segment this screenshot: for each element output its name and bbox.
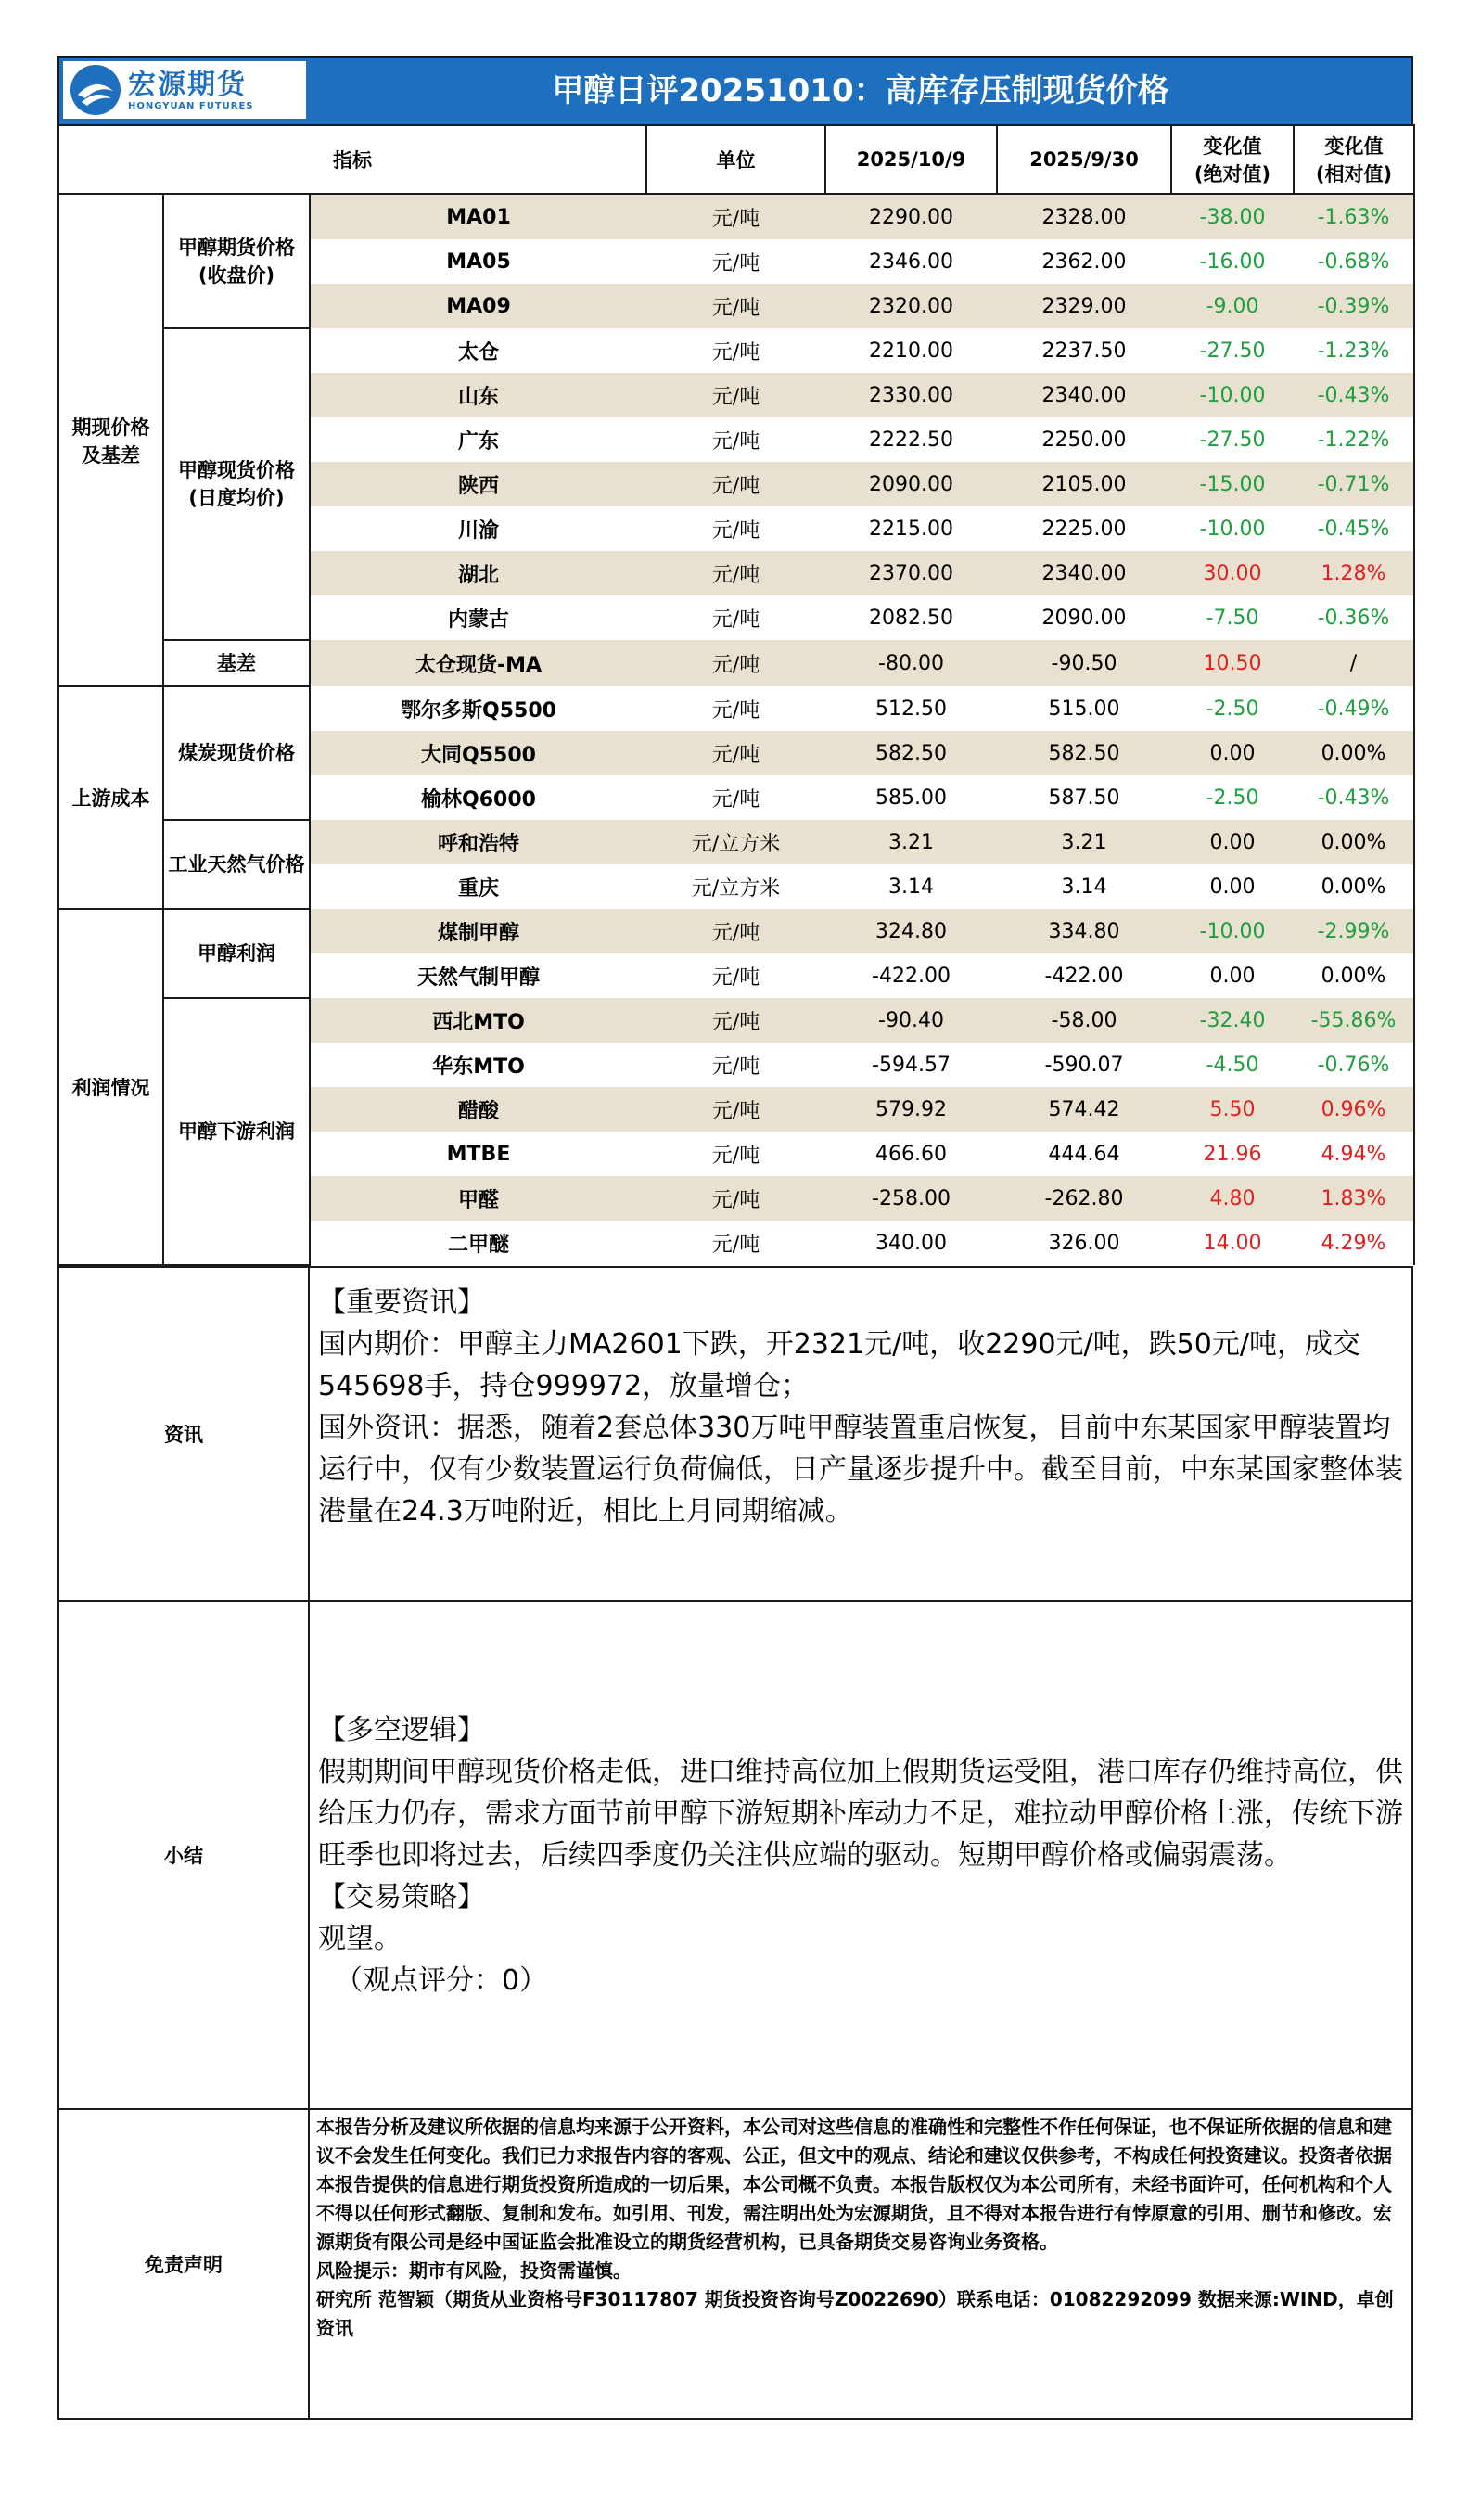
value-date1-cell: 2210.00	[825, 328, 997, 373]
item-cell: 二甲醚	[310, 1221, 646, 1265]
table-body	[58, 194, 1414, 1265]
unit-cell: 元/吨	[646, 373, 825, 417]
value-date2-cell: 2328.00	[997, 194, 1171, 239]
unit-cell: 元/吨	[646, 462, 825, 506]
disclaimer-text: 本报告分析及建议所依据的信息均来源于公开资料，本公司对这些信息的准确性和完整性不作任何保证，也不保证所依据的信息和建议不会发生任何变化。我们已力求报告内容的客观、公正，但文中的观点、结论和建议仅供参考，不构成任何投资建议。投资者依据本报告提供的信息进行期货投资所造成的一切后果，本公司概不负责。本报告版权仅为本公司所有，未经书面许可，任何机构和个人不得以任何形式翻版、复制和发布。如引用、刊发，需注明出处为宏源期货，且不得对本报告进行有悖原意的引用、删节和修改。宏源期货有限公司是经中国证监会批准设立的期货经营机构，已具备期货交易咨询业务资格。	[316, 2116, 1392, 2253]
logo-chinese: 宏源期货	[128, 68, 247, 101]
abs-change-cell: 5.50	[1171, 1087, 1294, 1132]
rel-change-cell: -0.39%	[1294, 284, 1414, 328]
abs-change-cell: -2.50	[1171, 775, 1294, 820]
summary-score: （观点评分：0）	[335, 1964, 548, 1997]
disclaimer-content	[309, 2109, 1412, 2419]
unit-cell: 元/吨	[646, 194, 825, 239]
subcategory-cell: 甲醇现货价格 (日度均价)	[163, 328, 310, 640]
value-date1-cell: 2330.00	[825, 373, 997, 417]
value-date2-cell: 444.64	[997, 1132, 1171, 1176]
item-cell: 湖北	[310, 551, 646, 595]
unit-cell: 元/吨	[646, 1176, 825, 1221]
subcategory-cell: 煤炭现货价格	[163, 686, 310, 820]
summary-logic-heading: 【多空逻辑】	[318, 1713, 485, 1746]
rel-change-cell: /	[1294, 640, 1414, 686]
logo-english: HONGYUAN FUTURES	[128, 100, 254, 111]
header-rel-change	[1294, 125, 1414, 194]
unit-cell: 元/吨	[646, 1221, 825, 1265]
abs-change-cell: 30.00	[1171, 551, 1294, 595]
summary-logic-text: 假期期间甲醇现货价格走低，进口维持高位加上假期货运受阻，港口库存仍维持高位，供给压力仍存，需求方面节前甲醇下游短期补库动力不足，难拉动甲醇价格上涨，传统下游旺季也即将过去，后续四季度仍关注供应端的驱动。短期甲醇价格或偏弱震荡。	[318, 1755, 1403, 1872]
unit-cell: 元/吨	[646, 731, 825, 775]
value-date2-cell: 326.00	[997, 1221, 1171, 1265]
rel-change-cell: -0.36%	[1294, 595, 1414, 640]
table-header-row	[58, 125, 1414, 194]
value-date1-cell: 2215.00	[825, 506, 997, 551]
abs-change-cell: -27.50	[1171, 328, 1294, 373]
price-table	[57, 124, 1415, 1266]
value-date2-cell: -90.50	[997, 640, 1171, 686]
rel-change-cell: 0.00%	[1294, 953, 1414, 998]
value-date2-cell: 574.42	[997, 1087, 1171, 1132]
logo-icon	[69, 63, 122, 117]
item-cell: MA05	[310, 239, 646, 284]
subcategory-cell: 甲醇期货价格 (收盘价)	[163, 194, 310, 328]
item-cell: MA09	[310, 284, 646, 328]
abs-change-cell: -9.00	[1171, 284, 1294, 328]
value-date1-cell: 2290.00	[825, 194, 997, 239]
unit-cell: 元/吨	[646, 1043, 825, 1087]
abs-change-cell: 0.00	[1171, 953, 1294, 998]
rel-change-cell: -0.49%	[1294, 686, 1414, 731]
rel-change-cell: 0.96%	[1294, 1087, 1414, 1132]
abs-change-cell: -10.00	[1171, 506, 1294, 551]
report-page	[57, 56, 1413, 2420]
rel-change-cell: -0.71%	[1294, 462, 1414, 506]
item-cell: 内蒙古	[310, 595, 646, 640]
header-abs-change	[1171, 125, 1294, 194]
abs-change-cell: -10.00	[1171, 909, 1294, 953]
item-cell: MTBE	[310, 1132, 646, 1176]
value-date1-cell: 579.92	[825, 1087, 997, 1132]
abs-change-cell: -16.00	[1171, 239, 1294, 284]
unit-cell: 元/吨	[646, 1132, 825, 1176]
value-date1-cell: 2090.00	[825, 462, 997, 506]
item-cell: 甲醛	[310, 1176, 646, 1221]
value-date1-cell: 2370.00	[825, 551, 997, 595]
rel-change-cell: -1.22%	[1294, 417, 1414, 462]
header-date1: 2025/10/9	[825, 125, 997, 194]
rel-change-cell: -55.86%	[1294, 998, 1414, 1043]
value-date2-cell: 3.21	[997, 820, 1171, 864]
table-row	[58, 909, 1414, 953]
risk-warning: 风险提示：期市有风险，投资需谨慎。	[316, 2259, 632, 2282]
value-date2-cell: 2105.00	[997, 462, 1171, 506]
rel-change-cell: -0.43%	[1294, 775, 1414, 820]
header-abs-line2: (绝对值)	[1194, 163, 1271, 185]
unit-cell: 元/吨	[646, 640, 825, 686]
value-date1-cell: 324.80	[825, 909, 997, 953]
value-date2-cell: 582.50	[997, 731, 1171, 775]
unit-cell: 元/吨	[646, 998, 825, 1043]
header-rel-line1: 变化值	[1324, 135, 1384, 158]
unit-cell: 元/吨	[646, 953, 825, 998]
value-date1-cell: 2320.00	[825, 284, 997, 328]
unit-cell: 元/吨	[646, 284, 825, 328]
disclaimer-label: 免责声明	[58, 2109, 309, 2419]
news-row	[58, 1267, 1412, 1601]
abs-change-cell: 21.96	[1171, 1132, 1294, 1176]
item-cell: 山东	[310, 373, 646, 417]
summary-content	[309, 1601, 1412, 2109]
news-content	[309, 1267, 1412, 1601]
unit-cell: 元/吨	[646, 506, 825, 551]
unit-cell: 元/吨	[646, 595, 825, 640]
table-row	[58, 328, 1414, 373]
item-cell: 榆林Q6000	[310, 775, 646, 820]
value-date1-cell: 466.60	[825, 1132, 997, 1176]
value-date1-cell: -422.00	[825, 953, 997, 998]
rel-change-cell: -0.76%	[1294, 1043, 1414, 1087]
category-cell: 期现价格 及基差	[58, 194, 163, 686]
value-date2-cell: 2090.00	[997, 595, 1171, 640]
table-row	[58, 194, 1414, 239]
rel-change-cell: 0.00%	[1294, 820, 1414, 864]
news-heading: 【重要资讯】	[318, 1286, 485, 1319]
value-date1-cell: 3.14	[825, 864, 997, 909]
category-cell: 利润情况	[58, 909, 163, 1265]
unit-cell: 元/吨	[646, 775, 825, 820]
abs-change-cell: 10.50	[1171, 640, 1294, 686]
news-overseas: 国外资讯：据悉，随着2套总体330万吨甲醇装置重启恢复，目前中东某国家甲醇装置均运行中，仅有少数装置运行负荷偏低，日产量逐步提升中。截至目前，中东某国家整体装港量在24.3万吨附近，相比上月同期缩减。	[318, 1412, 1403, 1528]
rel-change-cell: 0.00%	[1294, 731, 1414, 775]
company-logo	[63, 61, 306, 119]
item-cell: 太仓现货-MA	[310, 640, 646, 686]
unit-cell: 元/吨	[646, 686, 825, 731]
summary-label: 小结	[58, 1601, 309, 2109]
value-date2-cell: 2362.00	[997, 239, 1171, 284]
abs-change-cell: 0.00	[1171, 820, 1294, 864]
rel-change-cell: 4.29%	[1294, 1221, 1414, 1265]
subcategory-cell: 甲醇下游利润	[163, 998, 310, 1265]
value-date2-cell: -590.07	[997, 1043, 1171, 1087]
abs-change-cell: -2.50	[1171, 686, 1294, 731]
abs-change-cell: -15.00	[1171, 462, 1294, 506]
item-cell: 陕西	[310, 462, 646, 506]
value-date2-cell: 2237.50	[997, 328, 1171, 373]
value-date2-cell: -262.80	[997, 1176, 1171, 1221]
table-row	[58, 820, 1414, 864]
analyst-info: 研究所 范智颖（期货从业资格号F30117807 期货投资咨询号Z0022690）联系电话：01082292099 数据来源:WIND，卓创资讯	[316, 2288, 1394, 2339]
abs-change-cell: 0.00	[1171, 731, 1294, 775]
header-date2: 2025/9/30	[997, 125, 1171, 194]
unit-cell: 元/吨	[646, 1087, 825, 1132]
value-date2-cell: 2340.00	[997, 373, 1171, 417]
subcategory-cell: 基差	[163, 640, 310, 686]
value-date1-cell: 340.00	[825, 1221, 997, 1265]
abs-change-cell: -10.00	[1171, 373, 1294, 417]
value-date1-cell: 2082.50	[825, 595, 997, 640]
item-cell: MA01	[310, 194, 646, 239]
rel-change-cell: -1.63%	[1294, 194, 1414, 239]
subcategory-cell: 工业天然气价格	[163, 820, 310, 909]
item-cell: 川渝	[310, 506, 646, 551]
rel-change-cell: 0.00%	[1294, 864, 1414, 909]
unit-cell: 元/立方米	[646, 820, 825, 864]
value-date1-cell: -258.00	[825, 1176, 997, 1221]
header-rel-line2: (相对值)	[1315, 163, 1393, 185]
value-date2-cell: 2340.00	[997, 551, 1171, 595]
unit-cell: 元/吨	[646, 551, 825, 595]
value-date2-cell: 3.14	[997, 864, 1171, 909]
rel-change-cell: 1.83%	[1294, 1176, 1414, 1221]
rel-change-cell: -0.43%	[1294, 373, 1414, 417]
item-cell: 华东MTO	[310, 1043, 646, 1087]
commentary-table	[57, 1266, 1413, 2420]
unit-cell: 元/吨	[646, 328, 825, 373]
abs-change-cell: -38.00	[1171, 194, 1294, 239]
value-date2-cell: 587.50	[997, 775, 1171, 820]
header-indicator: 指标	[58, 125, 646, 194]
item-cell: 鄂尔多斯Q5500	[310, 686, 646, 731]
abs-change-cell: -27.50	[1171, 417, 1294, 462]
abs-change-cell: -7.50	[1171, 595, 1294, 640]
table-row	[58, 686, 1414, 731]
item-cell: 广东	[310, 417, 646, 462]
value-date1-cell: -594.57	[825, 1043, 997, 1087]
item-cell: 重庆	[310, 864, 646, 909]
value-date2-cell: 2250.00	[997, 417, 1171, 462]
item-cell: 呼和浩特	[310, 820, 646, 864]
value-date1-cell: -90.40	[825, 998, 997, 1043]
news-label: 资讯	[58, 1267, 309, 1601]
item-cell: 醋酸	[310, 1087, 646, 1132]
rel-change-cell: -0.68%	[1294, 239, 1414, 284]
unit-cell: 元/吨	[646, 417, 825, 462]
value-date2-cell: 334.80	[997, 909, 1171, 953]
item-cell: 煤制甲醇	[310, 909, 646, 953]
rel-change-cell: -0.45%	[1294, 506, 1414, 551]
value-date1-cell: 582.50	[825, 731, 997, 775]
rel-change-cell: 4.94%	[1294, 1132, 1414, 1176]
value-date2-cell: -58.00	[997, 998, 1171, 1043]
unit-cell: 元/立方米	[646, 864, 825, 909]
rel-change-cell: -2.99%	[1294, 909, 1414, 953]
summary-strategy-heading: 【交易策略】	[318, 1880, 485, 1913]
value-date1-cell: 2346.00	[825, 239, 997, 284]
abs-change-cell: -4.50	[1171, 1043, 1294, 1087]
value-date1-cell: 585.00	[825, 775, 997, 820]
category-cell: 上游成本	[58, 686, 163, 909]
abs-change-cell: 0.00	[1171, 864, 1294, 909]
unit-cell: 元/吨	[646, 239, 825, 284]
news-domestic: 国内期价：甲醇主力MA2601下跌，开2321元/吨，收2290元/吨，跌50元/吨，成交545698手，持仓999972，放量增仓；	[318, 1328, 1360, 1402]
value-date1-cell: 512.50	[825, 686, 997, 731]
item-cell: 大同Q5500	[310, 731, 646, 775]
item-cell: 西北MTO	[310, 998, 646, 1043]
rel-change-cell: -1.23%	[1294, 328, 1414, 373]
item-cell: 太仓	[310, 328, 646, 373]
header-abs-line1: 变化值	[1203, 135, 1262, 158]
rel-change-cell: 1.28%	[1294, 551, 1414, 595]
abs-change-cell: 4.80	[1171, 1176, 1294, 1221]
value-date2-cell: 515.00	[997, 686, 1171, 731]
abs-change-cell: -32.40	[1171, 998, 1294, 1043]
header-unit: 单位	[646, 125, 825, 194]
summary-row	[58, 1601, 1412, 2109]
value-date1-cell: -80.00	[825, 640, 997, 686]
item-cell: 天然气制甲醇	[310, 953, 646, 998]
abs-change-cell: 14.00	[1171, 1221, 1294, 1265]
report-title: 甲醇日评20251010：高库存压制现货价格	[552, 72, 1169, 109]
disclaimer-row	[58, 2109, 1412, 2419]
subcategory-cell: 甲醇利润	[163, 909, 310, 998]
value-date2-cell: 2225.00	[997, 506, 1171, 551]
unit-cell: 元/吨	[646, 909, 825, 953]
summary-strategy-text: 观望。	[318, 1922, 402, 1955]
table-row	[58, 998, 1414, 1043]
value-date1-cell: 3.21	[825, 820, 997, 864]
table-row	[58, 640, 1414, 686]
value-date2-cell: -422.00	[997, 953, 1171, 998]
value-date2-cell: 2329.00	[997, 284, 1171, 328]
title-bar	[57, 56, 1413, 124]
value-date1-cell: 2222.50	[825, 417, 997, 462]
